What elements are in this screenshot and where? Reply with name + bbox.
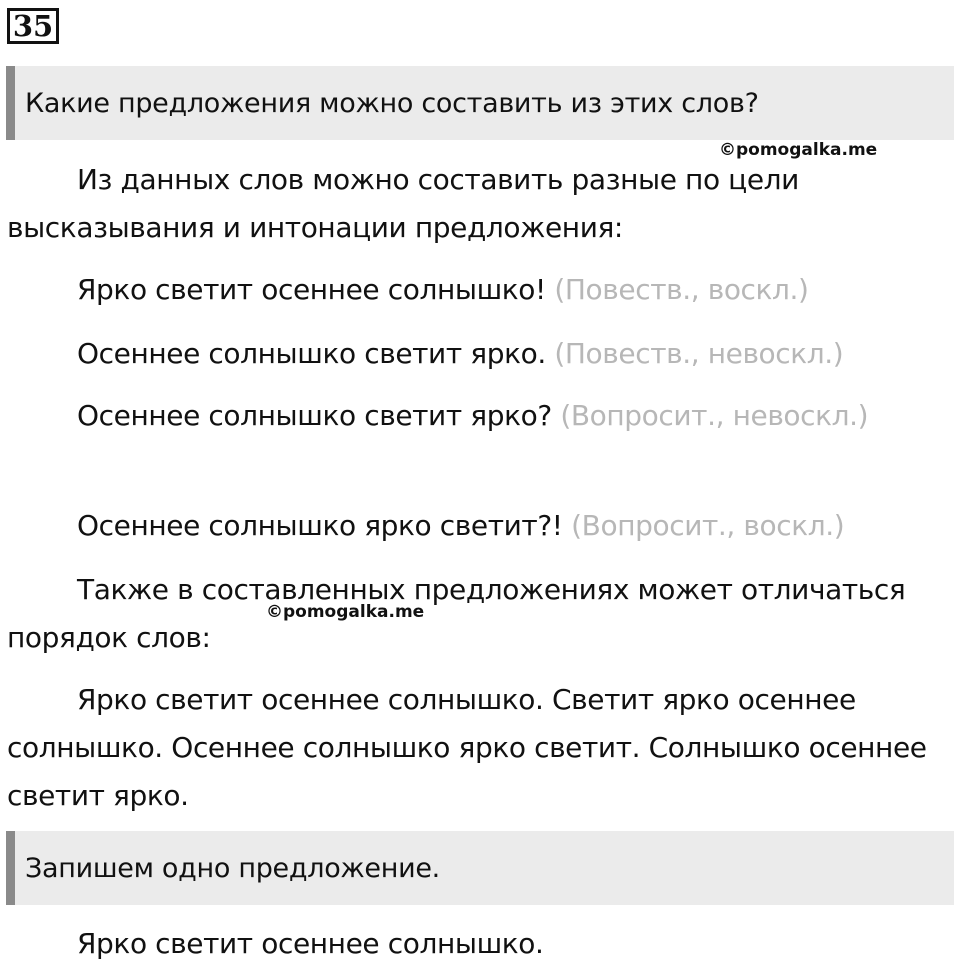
sentence-4-note: (Вопросит., воскл.) (571, 509, 845, 542)
intro-paragraph: Из данных слов можно составить разные по цели высказывания и интонации предложения: (7, 163, 799, 244)
word-order-intro: Также в составленных предложениях может отличаться порядок слов: (7, 573, 906, 654)
watermark-top: ©pomogalka.me (719, 140, 878, 160)
sentence-2-note: (Повеств., невоскл.) (554, 337, 844, 370)
sentence-2 (7, 330, 952, 378)
sentence-1-note: (Повеств., воскл.) (554, 273, 809, 306)
watermark-middle: ©pomogalka.me (266, 602, 425, 622)
task-number-badge: 35 (7, 8, 59, 44)
task2-bar (6, 831, 954, 905)
task2-text: Запишем одно предложение. (25, 852, 440, 884)
sentence-4 (7, 502, 952, 550)
answer-sentence: Ярко светит осеннее солнышко. (77, 927, 544, 960)
sentence-2-text: Осеннее солнышко светит ярко. (77, 337, 546, 370)
sentence-3 (7, 392, 952, 440)
sentence-1-text: Ярко светит осеннее солнышко! (77, 273, 546, 306)
sentence-4-text: Осеннее солнышко ярко светит?! (77, 509, 563, 542)
sentence-3-text: Осеннее солнышко светит ярко? (77, 399, 552, 432)
sentence-3-note: (Вопросит., невоскл.) (560, 399, 869, 432)
word-order-examples: Ярко светит осеннее солнышко. Светит ярко осеннее солнышко. Осеннее солнышко ярко светит. Солнышко осеннее светит ярко. (7, 683, 927, 812)
question-text: Какие предложения можно составить из этих слов? (25, 87, 759, 119)
sentence-1 (7, 266, 952, 314)
question-bar (6, 66, 954, 140)
